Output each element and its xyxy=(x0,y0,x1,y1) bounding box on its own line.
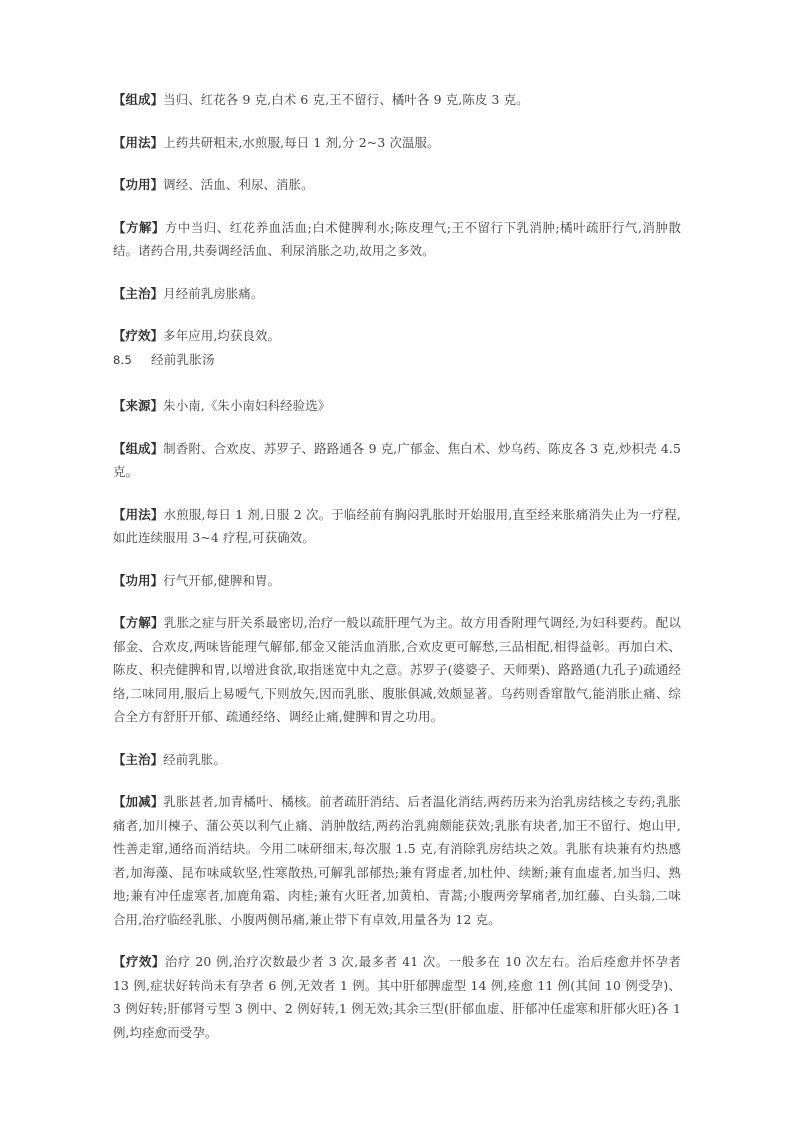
entry-tag: 【疗效】 xyxy=(113,328,164,343)
entry-formula-analysis xyxy=(113,611,681,729)
entry-modifications xyxy=(113,790,681,931)
prescription-block-current xyxy=(113,348,681,1045)
entry-text: 乳胀甚者,加青橘叶、橘核。前者疏肝消结、后者温化消结,两药历来为治乳房结核之专药;乳胀痛者,加川楝子、蒲公英以利气止痛、消肿散结,两药治乳痈颇能获效;乳胀有块者,加王不留行、炮山甲,性善走窜,通络而消结块。今用二味研细末,每次服 1.5 克,有消除乳房结块之效。乳胀有块兼有灼热感者,加海藻、昆布味咸软坚,性寒散热,可解乳部郁热;兼有肾虚者,加杜仲、续断;兼有血虚者,加当归、熟地;兼有冲任虚寒者,加鹿角霜、肉桂;兼有火旺者,加黄柏、青蒿;小腹两旁挈痛者,加红藤、白头翁,二味合用,治疗临经乳胀、小腹两侧吊痛,兼止带下有卓效,用量各为 12 克。 xyxy=(113,794,681,927)
entry-efficacy xyxy=(113,950,681,1044)
entry-tag: 【功用】 xyxy=(113,177,164,192)
entry-tag: 【组成】 xyxy=(113,440,164,456)
entry-text: 调经、活血、利尿、消胀。 xyxy=(163,177,314,192)
prescription-block-previous xyxy=(113,88,681,348)
entry-text: 治疗 20 例,治疗次数最少者 3 次,最多者 41 次。一般多在 10 次左右。治后痊愈并怀孕者 13 例,症状好转尚未有孕者 6 例,无效者 1 例。其中肝郁脾虚型 14 例,痊愈 11 例(其间 10 例受孕)、3 例好转;肝郁肾亏型 3 例中、2 例好转,1 例无效;其余三型(肝郁血虚、肝郁冲任虚寒和肝郁火旺)各 1 例,均痊愈而受孕。 xyxy=(113,954,681,1040)
section-heading xyxy=(113,348,681,373)
entry-text: 制香附、合欢皮、苏罗子、路路通各 9 克,广郁金、焦白术、炒乌药、陈皮各 3 克,炒枳壳 4.5 克。 xyxy=(113,440,681,479)
page-content xyxy=(113,88,681,1122)
entry-usage xyxy=(113,131,681,155)
entry-text: 行气开郁,健脾和胃。 xyxy=(163,572,281,588)
entry-tag: 【用法】 xyxy=(113,506,164,522)
entry-composition xyxy=(113,437,681,484)
entry-usage xyxy=(113,503,681,550)
entry-function xyxy=(113,173,681,197)
entry-tag: 【用法】 xyxy=(113,134,164,150)
entry-indications xyxy=(113,748,681,772)
entry-text: 月经前乳房胀痛。 xyxy=(163,285,264,301)
entry-composition xyxy=(113,88,681,112)
entry-tag: 【加减】 xyxy=(113,794,164,809)
entry-efficacy xyxy=(113,324,681,348)
entry-tag: 【主治】 xyxy=(113,751,164,767)
entry-tag: 【方解】 xyxy=(113,615,164,630)
entry-tag: 【方解】 xyxy=(113,219,165,235)
entry-tag: 【来源】 xyxy=(113,398,164,413)
entry-indications xyxy=(113,282,681,306)
page-bottom-margin xyxy=(113,1044,681,1122)
entry-text: 朱小南,《朱小南妇科经验选》 xyxy=(163,398,331,413)
entry-text: 水煎服,每日 1 剂,日服 2 次。于临经前有胸闷乳胀时开始服用,直至经来胀痛消失止为一疗程,如此连续服用 3~4 疗程,可获确效。 xyxy=(113,506,681,545)
section-title: 经前乳胀汤 xyxy=(151,351,215,367)
entry-text: 乳胀之症与肝关系最密切,治疗一般以疏肝理气为主。故方用香附理气调经,为妇科要药。配以郁金、合欢皮,两味皆能理气解郁,郁金又能活血消胀,合欢皮更可解愁,三品相配,相得益彰。再加白术、陈皮、积壳健脾和胃,以增进食欲,取指迷宽中丸之意。苏罗子(婆婆子、天师栗)、路路通(九孔子)疏通经络,二味同用,服后上易嗳气,下则放矢,因而乳胀、腹胀俱减,效颇显著。乌药则香窜散气,能消胀止痛、综合全方有舒肝开郁、疏通经络、调经止痛,健脾和胃之功用。 xyxy=(113,615,681,724)
entry-text: 经前乳胀。 xyxy=(163,751,226,767)
entry-tag: 【组成】 xyxy=(113,92,164,107)
entry-formula-analysis xyxy=(113,216,681,263)
entry-text: 方中当归、红花养血活血;白术健脾利水;陈皮理气;王不留行下乳消肿;橘叶疏肝行气,消肿散结。诸药合用,共奏调经活血、利尿消胀之功,故用之多效。 xyxy=(113,219,681,258)
entry-tag: 【功用】 xyxy=(113,572,164,588)
entry-text: 上药共研粗末,水煎服,每日 1 剂,分 2~3 次温服。 xyxy=(163,134,440,150)
section-number: 8.5 xyxy=(113,352,132,367)
entry-text: 多年应用,均获良效。 xyxy=(163,328,281,343)
entry-function xyxy=(113,569,681,593)
entry-tag: 【疗效】 xyxy=(113,954,165,969)
entry-tag: 【主治】 xyxy=(113,285,164,301)
entry-source xyxy=(113,394,681,418)
entry-text: 当归、红花各 9 克,白术 6 克,王不留行、橘叶各 9 克,陈皮 3 克。 xyxy=(163,92,529,107)
